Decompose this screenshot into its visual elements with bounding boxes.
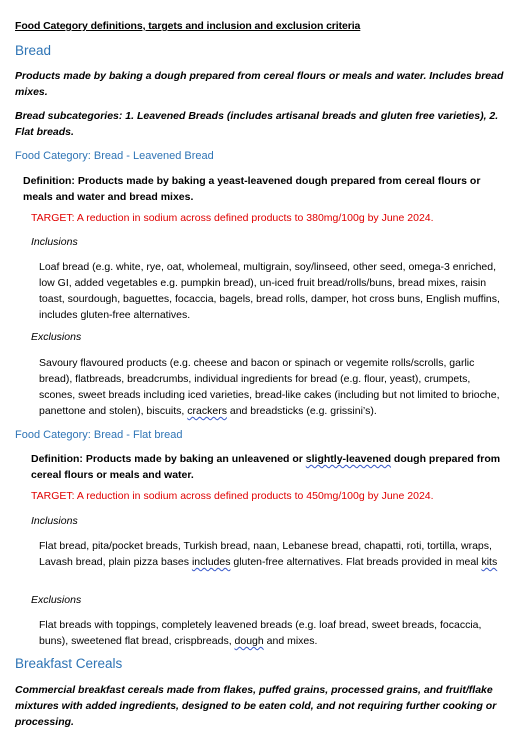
flat-inclusions-label: Inclusions xyxy=(31,515,78,527)
leavened-inclusions-text: Loaf bread (e.g. white, rye, oat, wholemeal, multigrain, soy/linseed, other seed, omega-3 enriched, low GI, added vegetables e.g. pumpkin bread), un-iced fruit bread/rolls/buns, bread mixes, raisin toast, sourdough, baguettes, focaccia, bagels, bread rolls, damper, hot cross buns, English muffins, includes gluten-free alternatives. xyxy=(39,261,500,321)
leavened-exclusions-text xyxy=(39,355,501,419)
spellcheck-marked-word: includes xyxy=(191,556,231,568)
leavened-exclusions-label: Exclusions xyxy=(31,331,82,343)
inclusions-text-part: gluten-free alternatives. Flat breads provided in meal xyxy=(230,556,482,568)
definition-text-part: dough prepared from cereal flours or meals and water. xyxy=(31,453,501,481)
leavened-target: TARGET: A reduction in sodium across defined products to 380mg/100g by June 2024. xyxy=(31,212,434,224)
inclusions-text-part: Flat bread, pita/pocket breads, Turkish bread, naan, Lebanese bread, chapatti, roti, tortilla, wraps, Lavash bread, plain pizza bases xyxy=(39,540,492,568)
spellcheck-marked-word: crackers xyxy=(187,405,227,417)
flat-exclusions-label: Exclusions xyxy=(31,594,82,606)
flat-exclusions-text xyxy=(39,617,501,649)
cereals-description: Commercial breakfast cereals made from flakes, puffed grains, processed grains, and fruit/flake mixtures with added ingredients, designed to be eaten cold, and not requiring further cooking or processing. xyxy=(15,684,497,728)
exclusions-text-part: and mixes. xyxy=(263,635,318,647)
leavened-inclusions-label: Inclusions xyxy=(31,236,78,248)
exclusions-text-part: and breadsticks (e.g. grissini’s). xyxy=(226,405,377,417)
spellcheck-marked-word: slightly-leavened xyxy=(305,453,391,465)
heading-bread: Bread xyxy=(15,43,52,58)
flat-definition xyxy=(31,451,501,483)
leavened-definition: Definition: Products made by baking a yeast-leavened dough prepared from cereal flours or meals and water and bread mixes. xyxy=(23,175,481,203)
flat-target: TARGET: A reduction in sodium across defined products to 450mg/100g by June 2024. xyxy=(31,490,434,502)
definition-text-part: Definition: Products made by baking an unleavened or xyxy=(31,453,306,465)
spellcheck-marked-word: kits xyxy=(481,556,498,568)
bread-subcategories: Bread subcategories: 1. Leavened Breads (includes artisanal breads and gluten free varieties), 2. Flat breads. xyxy=(15,110,499,138)
spellcheck-marked-word: dough xyxy=(234,635,264,647)
heading-breakfast-cereals: Breakfast Cereals xyxy=(15,656,123,671)
flat-inclusions-text xyxy=(39,538,501,570)
heading-leavened-bread: Food Category: Bread - Leavened Bread xyxy=(15,150,214,162)
heading-flat-bread: Food Category: Bread - Flat bread xyxy=(15,429,183,441)
document-title: Food Category definitions, targets and inclusion and exclusion criteria xyxy=(15,20,361,32)
exclusions-text-part: Savoury flavoured products (e.g. cheese and bacon or spinach or vegemite rolls/scrolls, garlic bread), flatbreads, breadcrumbs, individual ingredients for bread (e.g. flour, yeast), crumpets, scones, sweet breads including iced varieties, bread-like cakes (including but not limited to brioche, panettone and stolen), biscuits, xyxy=(39,357,500,417)
bread-description: Products made by baking a dough prepared from cereal flours or meals and water. Includes bread mixes. xyxy=(15,70,504,98)
exclusions-text-part: Flat breads with toppings, completely leavened breads (e.g. loaf bread, sweet breads, focaccia, buns), sweetened flat bread, crispbreads, xyxy=(39,619,482,647)
